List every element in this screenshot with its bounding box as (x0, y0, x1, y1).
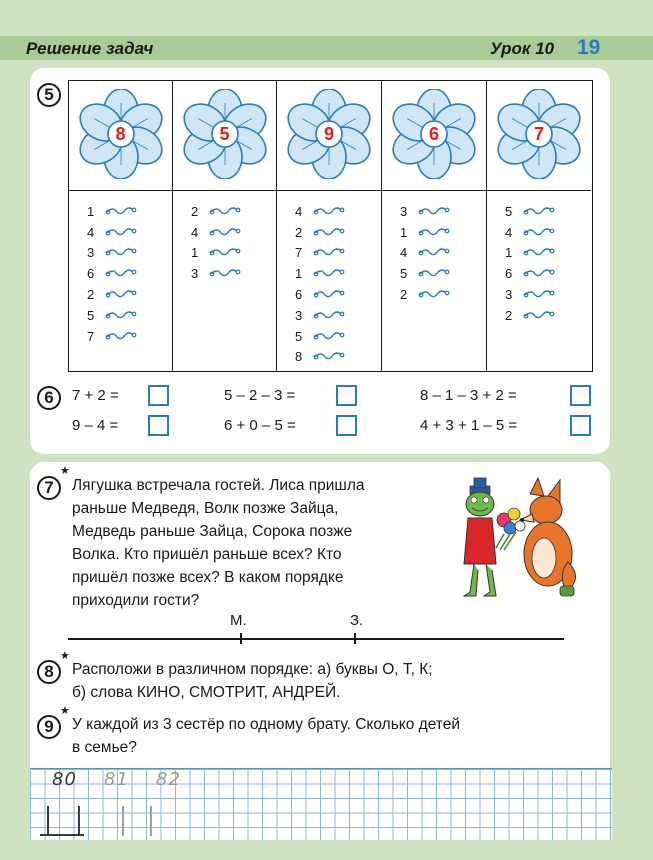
connector-icon (313, 224, 345, 238)
flower-item-number: 3 (87, 245, 95, 261)
connector-icon (209, 244, 241, 261)
task-7-star-icon: ★ (60, 465, 70, 477)
flower-item[interactable] (87, 243, 137, 264)
answer-box-3[interactable] (570, 385, 591, 406)
connector-icon (418, 265, 450, 282)
connector-icon (523, 224, 555, 241)
task-8-line: б) слова КИНО, СМОТРИТ, АНДРЕЙ. (72, 684, 341, 701)
flower (389, 89, 479, 179)
connector-icon (313, 265, 345, 282)
task-7-line: Медведь раньше Зайца, Сорока позже (72, 523, 353, 540)
flower-item[interactable] (505, 263, 555, 284)
flower-item[interactable] (505, 201, 555, 222)
flower-item-number: 2 (191, 203, 199, 219)
flower-item-list (191, 201, 241, 284)
connector-icon (313, 307, 345, 321)
timeline-label-m: М. (230, 612, 247, 629)
connector-icon (313, 328, 345, 345)
flower-item-number: 5 (87, 307, 95, 323)
flower-item[interactable] (87, 326, 137, 347)
connector-icon (523, 286, 555, 303)
timeline-line (68, 638, 564, 640)
flower-item[interactable] (400, 284, 450, 305)
flower-item[interactable] (87, 263, 137, 284)
connector-icon (523, 265, 555, 282)
flower-item[interactable] (295, 284, 345, 305)
flower-item[interactable] (505, 222, 555, 243)
connector-icon (105, 307, 137, 321)
flower-item-number: 1 (295, 266, 303, 282)
flower-column-4 (382, 81, 487, 371)
flower-item-number: 6 (87, 266, 95, 282)
connector-icon (523, 286, 555, 300)
connector-icon (523, 203, 555, 220)
task-9-line: У каждой из 3 сестёр по одному брату. Сколько детей (72, 716, 461, 733)
connector-icon (418, 203, 450, 217)
connector-icon (105, 203, 137, 220)
flower-item[interactable] (400, 201, 450, 222)
flower-item[interactable] (87, 222, 137, 243)
connector-icon (523, 203, 555, 217)
flower-item[interactable] (87, 305, 137, 326)
connector-icon (209, 265, 241, 282)
flower (494, 89, 584, 179)
equation-1: 7 + 2 = (72, 387, 119, 404)
flower-item-number: 1 (400, 224, 408, 240)
flower-item[interactable] (295, 326, 345, 347)
writing-stroke (122, 806, 124, 836)
writing-sample-81: 81 (104, 769, 129, 790)
equation-6: 4 + 3 + 1 – 5 = (420, 417, 518, 434)
flower-cell (173, 81, 276, 191)
connector-icon (105, 307, 137, 324)
flower-item[interactable] (191, 263, 241, 284)
task-7-line: приходили гости? (72, 592, 200, 609)
answer-box-1[interactable] (148, 385, 169, 406)
flower (76, 89, 166, 179)
connector-icon (418, 286, 450, 303)
task-8-star-icon: ★ (60, 650, 70, 662)
flower-item[interactable] (191, 243, 241, 264)
task-6-number: 6 (37, 386, 61, 410)
task-9-line: в семье? (72, 739, 137, 756)
flower-item[interactable] (191, 222, 241, 243)
task-8-text (72, 658, 433, 704)
flower-item[interactable] (400, 222, 450, 243)
flower-item-list (87, 201, 137, 347)
connector-icon (313, 348, 345, 365)
flower-column-5 (487, 81, 591, 371)
flower-item-number: 3 (400, 203, 408, 219)
timeline-label-z: З. (350, 612, 364, 629)
connector-icon (523, 307, 555, 324)
writing-sample-82: 82 (156, 769, 181, 790)
connector-icon (313, 265, 345, 279)
flower-item[interactable] (505, 284, 555, 305)
connector-icon (313, 328, 345, 342)
section-title: Решение задач (26, 39, 154, 58)
flower-item-list (295, 201, 345, 367)
flower-item-list (400, 201, 450, 305)
flower-item-number: 3 (191, 266, 199, 282)
flower-item[interactable] (295, 243, 345, 264)
flower-number: 9 (323, 124, 334, 144)
writing-underline (40, 834, 84, 836)
frog-fox-drawing (460, 474, 580, 602)
task-8-number: 8 (37, 660, 61, 684)
task-7-line: раньше Медведя, Волк позже Зайца, (72, 500, 339, 517)
connector-icon (105, 265, 137, 282)
task-7-line: пришёл позже всех? В каком порядке (72, 569, 344, 586)
flower-column-2 (173, 81, 277, 371)
flower-item[interactable] (295, 222, 345, 243)
connector-icon (105, 328, 137, 345)
connector-icon (418, 203, 450, 220)
task-8-line: Расположи в различном порядке: а) буквы О, Т, К; (72, 661, 433, 678)
flower-cell (487, 81, 591, 191)
flower-item-number: 8 (295, 349, 303, 365)
connector-icon (105, 328, 137, 342)
flower-item-number: 6 (295, 287, 303, 303)
equation-2: 5 – 2 – 3 = (224, 387, 296, 404)
answer-box-4[interactable] (148, 415, 169, 436)
connector-icon (418, 286, 450, 300)
connector-icon (313, 244, 345, 258)
flower-item[interactable] (87, 201, 137, 222)
flower-item[interactable] (400, 263, 450, 284)
writing-stroke (78, 806, 80, 836)
connector-icon (209, 224, 241, 238)
flower-column-1 (69, 81, 173, 371)
flower-item-list (505, 201, 555, 326)
connector-icon (313, 307, 345, 324)
flower-item-number: 4 (191, 224, 199, 240)
flower-number: 8 (115, 124, 126, 144)
task-7-line: Волка. Кто пришёл раньше всех? Кто (72, 546, 342, 563)
answer-box-6[interactable] (570, 415, 591, 436)
connector-icon (105, 224, 137, 241)
flower-item[interactable] (295, 263, 345, 284)
flower-item-number: 4 (87, 224, 95, 240)
flower-cell (277, 81, 381, 191)
flower-item-number: 5 (295, 328, 303, 344)
connector-icon (105, 244, 137, 261)
connector-icon (523, 265, 555, 279)
flower-number: 5 (219, 124, 230, 144)
flower-item-number: 6 (505, 266, 513, 282)
answer-box-5[interactable] (336, 415, 357, 436)
flower (284, 89, 374, 179)
flower-item-number: 1 (191, 245, 199, 261)
task-9-number: 9 (37, 715, 61, 739)
connector-icon (418, 244, 450, 261)
connector-icon (313, 203, 345, 220)
connector-icon (105, 224, 137, 238)
connector-icon (209, 265, 241, 279)
connector-icon (523, 224, 555, 238)
connector-icon (418, 224, 450, 238)
flower-item-number: 1 (505, 245, 513, 261)
flower-item-number: 5 (400, 266, 408, 282)
lesson-label: Урок 10 (490, 39, 555, 58)
task-5-number: 5 (37, 83, 61, 107)
connector-icon (105, 286, 137, 303)
connector-icon (313, 286, 345, 300)
flower-item-number: 7 (87, 328, 95, 344)
flower-item[interactable] (87, 284, 137, 305)
flower (180, 89, 270, 179)
flower-item-number: 7 (295, 245, 303, 261)
flower-item-number: 3 (295, 307, 303, 323)
connector-icon (313, 244, 345, 261)
task-9-star-icon: ★ (60, 705, 70, 717)
connector-icon (105, 265, 137, 279)
writing-sample-80: 80 (52, 769, 77, 790)
flower-item[interactable] (191, 201, 241, 222)
flower-item-number: 2 (400, 287, 408, 303)
answer-box-2[interactable] (336, 385, 357, 406)
task-7-line: Лягушка встречала гостей. Лиса пришла (72, 477, 365, 494)
flower-item-number: 3 (505, 287, 513, 303)
flower-item-number: 2 (505, 307, 513, 323)
flower-item[interactable] (400, 243, 450, 264)
task-7-text (72, 474, 365, 612)
flower-item[interactable] (295, 347, 345, 368)
flower-item-number: 4 (505, 224, 513, 240)
connector-icon (418, 224, 450, 241)
connector-icon (105, 286, 137, 300)
connector-icon (313, 348, 345, 362)
flower-item-number: 2 (295, 224, 303, 240)
flower-number: 6 (428, 124, 439, 144)
connector-icon (523, 244, 555, 258)
connector-icon (313, 203, 345, 217)
writing-stroke (47, 806, 49, 836)
flower-item-number: 5 (505, 203, 513, 219)
flower-number: 7 (533, 124, 544, 144)
connector-icon (105, 203, 137, 217)
connector-icon (313, 286, 345, 303)
flower-item-number: 2 (87, 287, 95, 303)
flower-column-3 (277, 81, 382, 371)
timeline-tick-m (240, 633, 242, 644)
task-7-number: 7 (37, 476, 61, 500)
page-number: 19 (577, 36, 601, 59)
connector-icon (209, 244, 241, 258)
connector-icon (523, 307, 555, 321)
connector-icon (105, 244, 137, 258)
flower-item-number: 4 (400, 245, 408, 261)
flower-table (68, 80, 593, 372)
connector-icon (313, 224, 345, 241)
flower-item-number: 4 (295, 203, 303, 219)
connector-icon (209, 224, 241, 241)
connector-icon (523, 244, 555, 261)
connector-icon (209, 203, 241, 217)
flower-cell (382, 81, 486, 191)
flower-item[interactable] (295, 201, 345, 222)
writing-stroke (150, 806, 152, 836)
task-9-text (72, 713, 460, 759)
flower-item[interactable] (295, 305, 345, 326)
flower-item[interactable] (505, 305, 555, 326)
connector-icon (209, 203, 241, 220)
equation-5: 6 + 0 – 5 = (224, 417, 296, 434)
flower-cell (69, 81, 172, 191)
connector-icon (418, 265, 450, 279)
flower-item[interactable] (505, 243, 555, 264)
connector-icon (418, 244, 450, 258)
equation-3: 8 – 1 – 3 + 2 = (420, 387, 517, 404)
timeline-tick-z (354, 633, 356, 644)
equation-4: 9 – 4 = (72, 417, 119, 434)
frog-fox-illustration (460, 474, 580, 602)
flower-item-number: 1 (87, 203, 95, 219)
